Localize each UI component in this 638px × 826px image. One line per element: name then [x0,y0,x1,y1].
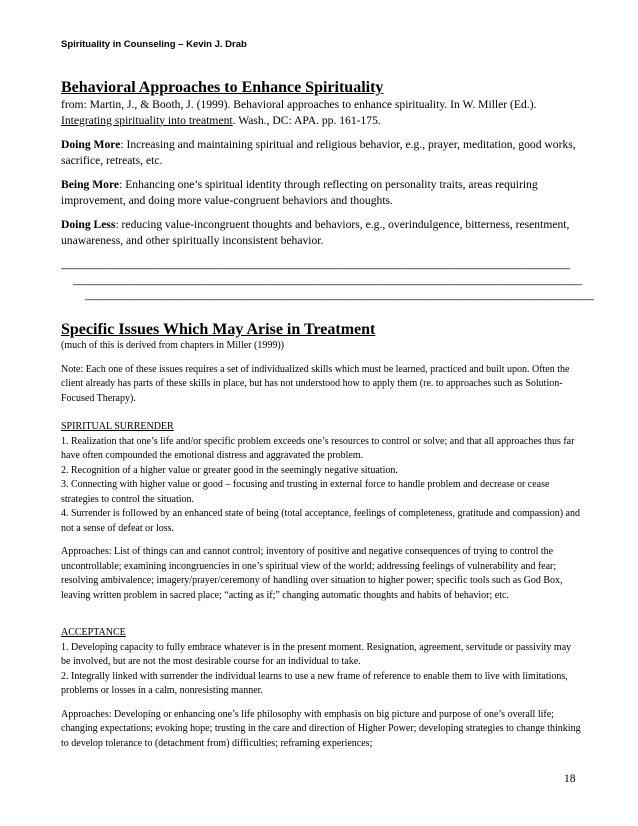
section-title-behavioral: Behavioral Approaches to Enhance Spirituality [61,79,384,96]
surrender-item: 1. Realization that one’s life and/or specific problem exceeds one’s resources to control or solve; and that all approaches thus far have often compounded the emotional distress and aggravated the problem. [61,435,575,461]
doing-less-term: Doing Less [61,218,116,231]
citation-tail: . Wash., DC: APA. pp. 161-175. [232,113,381,127]
surrender-item: 3. Connecting with higher value or good – focusing and trusting in external force to handle problem and decrease or cease strategies to control the situation. [61,479,550,505]
doing-more-text: : Increasing and maintaining spiritual and religious behavior, e.g., prayer, meditation, good works, sacrifice, retreats, etc. [61,138,576,167]
separator-line-3: ______________________________________________________________________________________ [85,289,595,301]
doing-more-term: Doing More [61,138,121,151]
acceptance-heading: ACCEPTANCE [61,627,126,638]
page-number: 18 [564,773,576,785]
citation-book-title: Integrating spirituality into treatment [61,113,233,127]
surrender-heading: SPIRITUAL SURRENDER [61,421,174,432]
separator-line-2: ______________________________________________________________________________________ [73,274,583,286]
section-subtitle: (much of this is derived from chapters in Miller (1999)) [61,340,284,351]
doing-less-paragraph [61,217,581,248]
surrender-item: 4. Surrender is followed by an enhanced state of being (total acceptance, feelings of completeness, gratitude and compassion) and not a sense of defeat or loss. [61,508,580,534]
citation-text: from: Martin, J., & Booth, J. (1999). Behavioral approaches to enhance spirituality. In W. Miller (Ed.). [61,98,537,111]
surrender-approaches: Approaches: List of things can and cannot control; inventory of positive and negative consequences of trying to control the uncontrollable; examining incongruencies in one’s spiritual view of the world; addressing feelings of vulnerability and fear; resolving ambivalence; imagery/prayer/ceremony of handling over situation to higher power; specific tools such as God Box, leaving written problem in sacred place; “acting as if;” changing automatic thoughts and habits of behavior; etc. [61,546,563,601]
being-more-term: Being More [61,178,120,191]
doing-more-paragraph [61,137,581,168]
surrender-item: 2. Recognition of a higher value or greater good in the seemingly negative situation. [61,464,398,476]
content-section-2 [61,320,581,751]
section-title-issues: Specific Issues Which May Arise in Treatment [61,321,376,338]
note-paragraph: Note: Each one of these issues requires a set of individualized skills which must be learned, practiced and built upon. Often the client already has parts of these skills in place, but has not understood how to apply them (re. to approaches such as Solution-Focused Therapy). [61,363,570,404]
running-header: Spirituality in Counseling – Kevin J. Drab [61,39,247,50]
citation [61,97,581,128]
doing-less-text: : reducing value-incongruent thoughts and behaviors, e.g., overindulgence, bitterness, resentment, unawareness, and other spiritually inconsistent behavior. [61,218,570,247]
content [61,78,581,248]
being-more-paragraph [61,177,581,208]
being-more-text: : Enhancing one’s spiritual identity through reflecting on personality traits, areas requiring improvement, and doing more value-congruent behaviors and thoughts. [61,178,538,207]
acceptance-item: 1. Developing capacity to fully embrace whatever is in the present moment. Resignation, agreement, servitude or passivity may be involved, but are not the most desirable course for an individual to take. [61,641,572,667]
acceptance-item: 2. Integrally linked with surrender the individual learns to use a new frame of reference to enable them to live with limitations, problems or losses in a calm, nonresisting manner. [61,670,568,696]
separator-line-1: ______________________________________________________________________________________ [61,258,571,270]
acceptance-approaches: Approaches: Developing or enhancing one’s life philosophy with emphasis on big picture and purpose of one’s overall life; changing expectations; evoking hope; trusting in the care and direction of Higher Power; developing strategies to change thinking to develop tolerance to (detachment from) difficulties; reframing experiences; [61,708,581,749]
